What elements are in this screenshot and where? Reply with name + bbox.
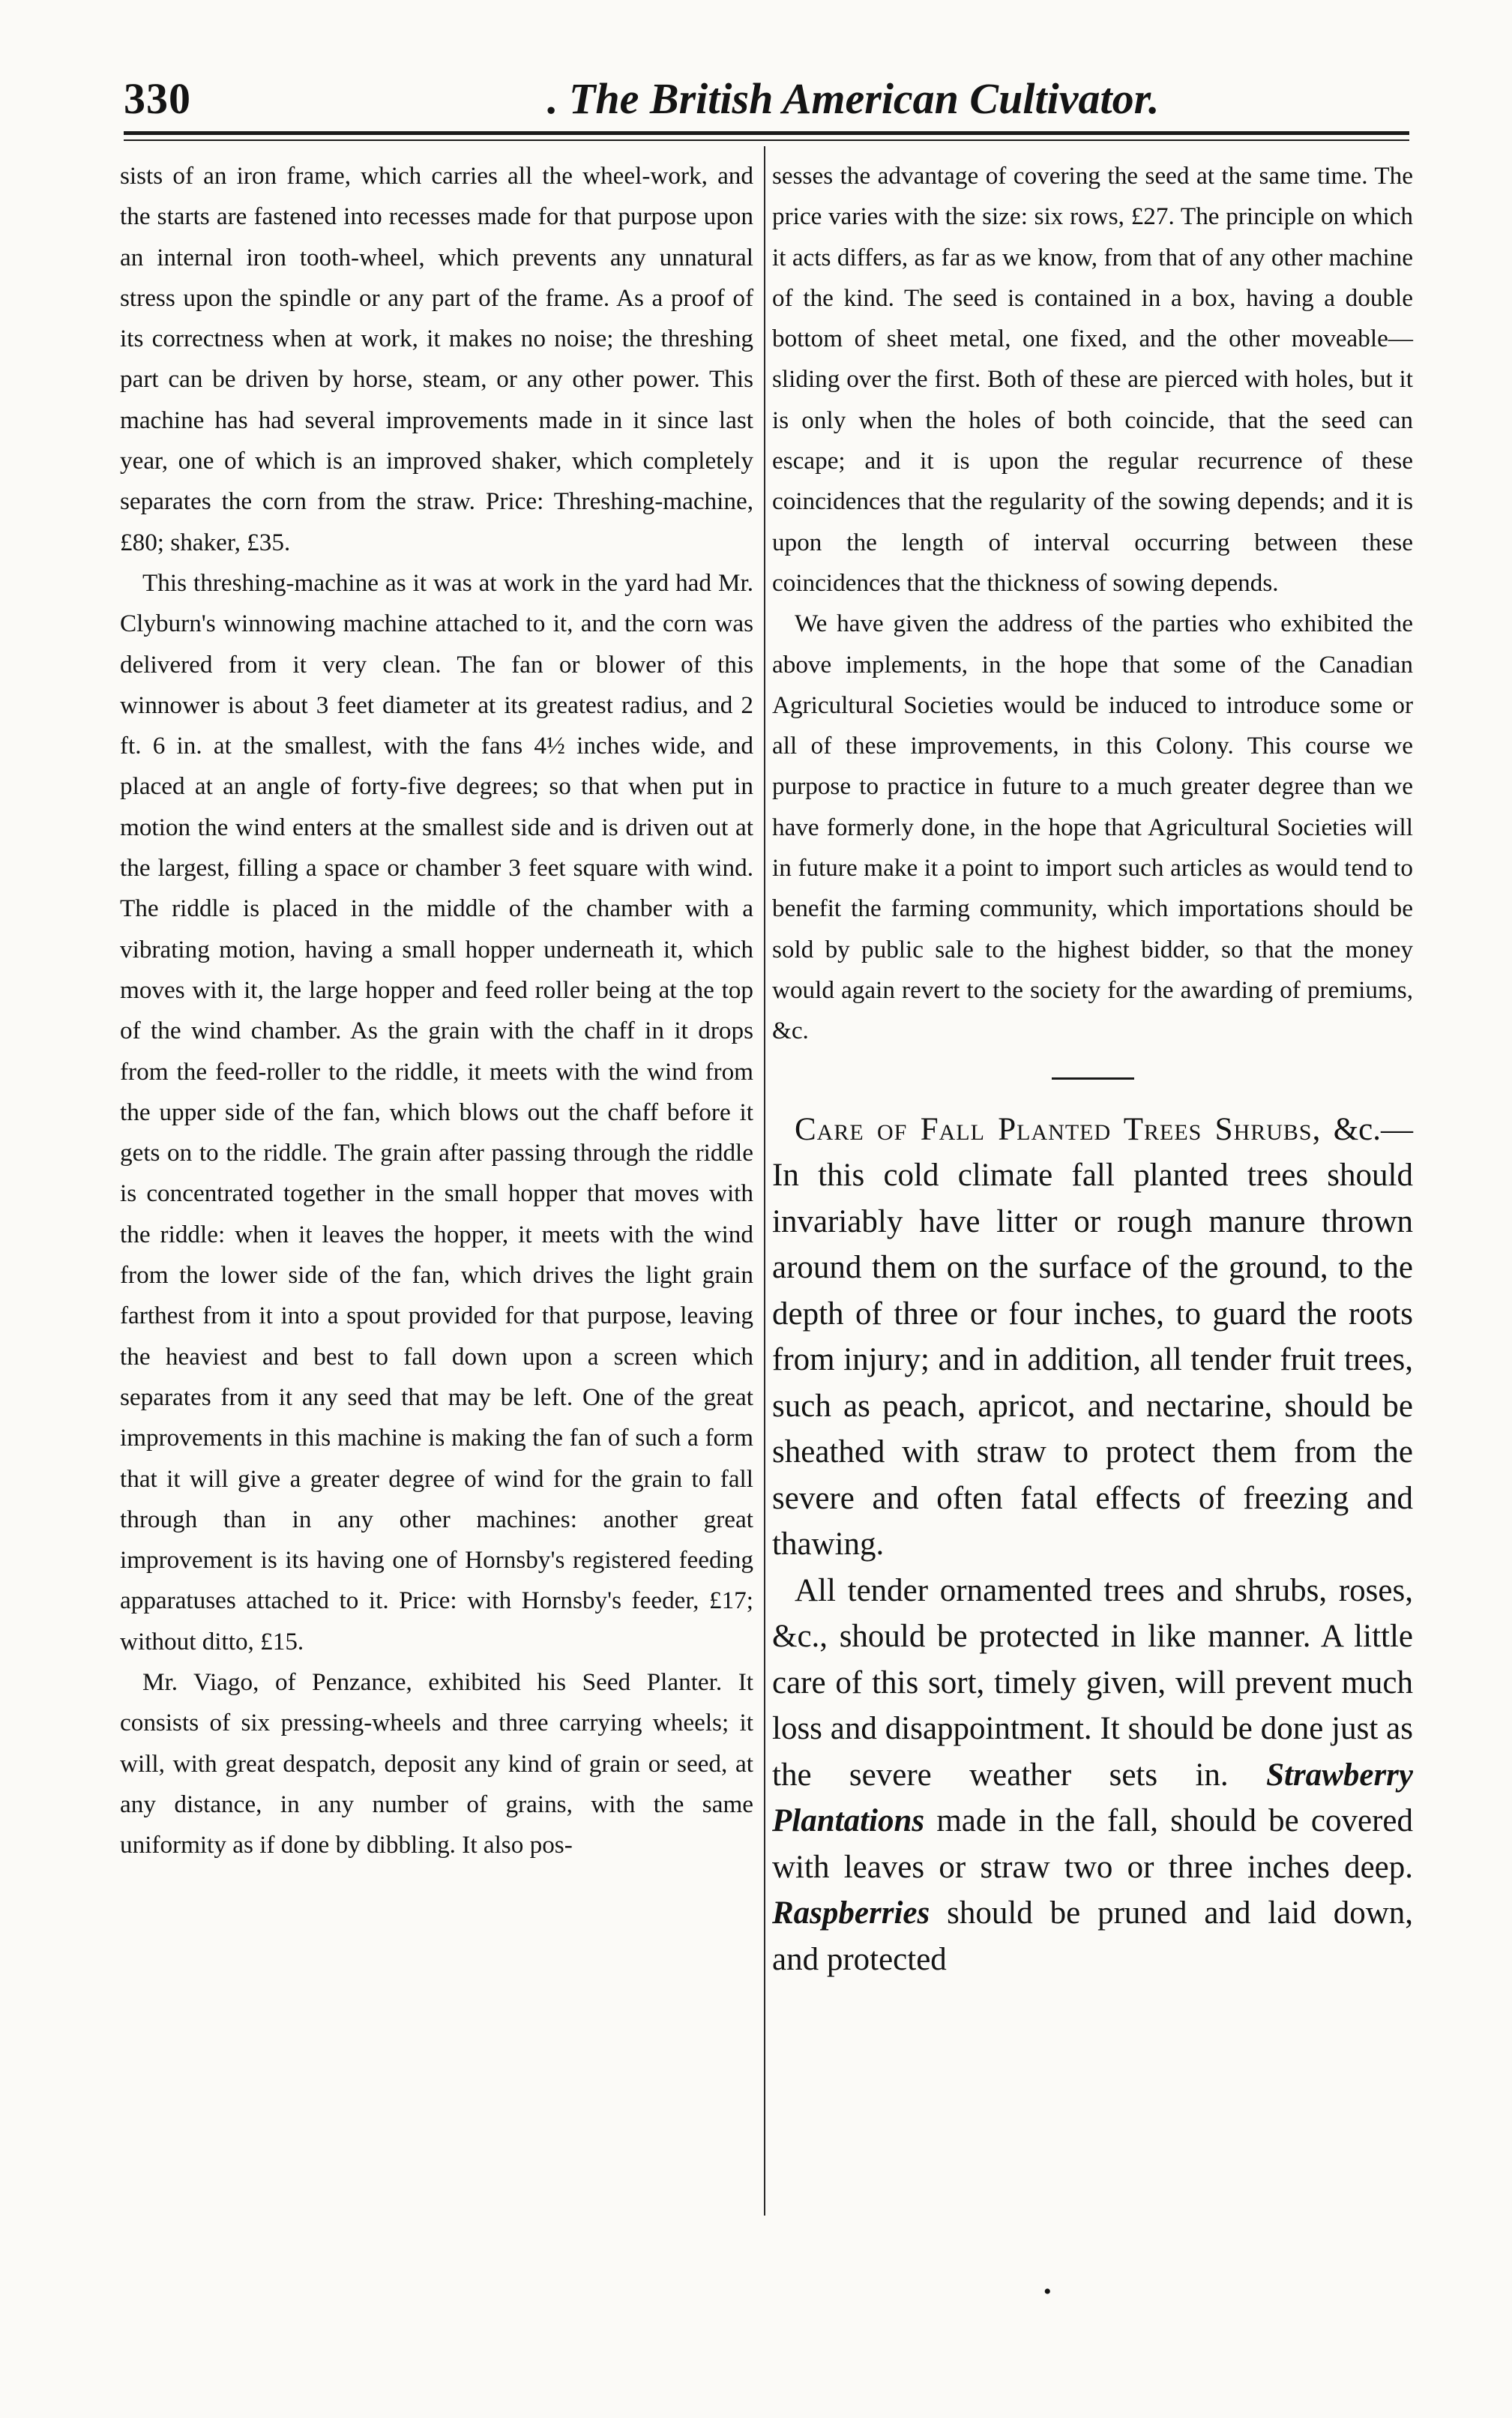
right-paragraph-1: sesses the advantage of covering the seed at the same time. The price varies with the size: six rows, £27. The principle on which it acts differs, as far as we know, from that of any other machine of the kind. The seed is contained in a box, having a double bottom of sheet metal, one fixed, and the other moveable—sliding over the first. Both of these are pierced with holes, but it is only when the holes of both coincide, that the seed can escape; and it is upon the regular recurrence of these coincidences that the regularity of the sowing depends; and it is upon the length of interval occurring between these coincidences that the thickness of sowing depends.	[772, 162, 1413, 597]
strawberry-plantations-term: Strawberry Plantations	[772, 1757, 1413, 1839]
article-paragraph-2-part-b: made in the fall, should be covered with leaves or straw two or three inches deep.	[772, 1803, 1413, 1885]
left-paragraph-2: This threshing-machine as it was at work in the yard had Mr. Clyburn's winnowing machine attached to it, and the corn was delivered from it very clean. The fan or blower of this winnower is about 3 feet diameter at its greatest radius, and 2 ft. 6 in. at the smallest, with the fans 4½ inches wide, and placed at an angle of forty-five degrees; so that when put in motion the wind enters at the smallest side and is driven out at the largest, filling a space or chamber 3 feet square with wind. The riddle is placed in the middle of the chamber with a vibrating motion, having a small hopper underneath it, which moves with it, the large hopper and feed roller being at the top of the wind chamber. As the grain with the chaff in it drops from the feed-roller to the riddle, it meets with the wind from the upper side of the fan, which blows out the chaff before it gets on to the riddle. The grain after passing through the riddle is concentrated together in the small hopper that moves with the riddle: when it leaves the hopper, it meets with the wind from the lower side of the fan, which drives the light grain farthest from it into a spout provided for that purpose, leaving the heaviest and best to fall down upon a screen which separates from it any seed that may be left. One of the great improvements in this machine is making the fan of such a form that it will give a greater degree of wind for the grain to fall through than in any other machines: another great improvement is its having one of Hornsby's registered feeding apparatuses attached to it. Price: with Hornsby's feeder, £17; without ditto, £15.	[120, 568, 753, 1655]
left-paragraph-3: Mr. Viago, of Penzance, exhibited his Seed Planter. It consists of six pressing-wheels and three carrying wheels; it will, with great despatch, deposit any kind of grain or seed, at any distance, in any number of grains, with the same uniformity as if done by dibbling. It also pos-	[120, 1667, 753, 1859]
article-paragraph-2-part-a: All tender ornamented trees and shrubs, roses, &c., should be protected in like manner. A little care of this sort, timely given, will prevent much loss and disappointment. It should be done just as the severe weather sets in.	[772, 1572, 1413, 1793]
right-paragraph-2: We have given the address of the parties who exhibited the above implements, in the hope that some of the Canadian Agricultural Societies would be induced to introduce some or all of these improvements, in this Colony. This course we purpose to practice in future to a much greater degree than we have formerly done, in the hope that Agricultural Societies will in future make it a point to import such articles as would tend to benefit the farming community, which importations should be sold by public sale to the highest bidder, so that the money would again revert to the society for the awarding of premiums, &c.	[772, 610, 1413, 1045]
right-column	[772, 156, 1413, 1982]
left-paragraph-1: sists of an iron frame, which carries all the wheel-work, and the starts are fastened into recesses made for that purpose upon an internal iron tooth-wheel, which prevents any unnatural stress upon the spindle or any part of the frame. As a proof of its correctness when at work, it makes no noise; the threshing part can be driven by horse, steam, or any other power. This machine has had several improvements made in it since last year, one of which is an improved shaker, which completely separates the corn from the straw. Price: Threshing-machine, £80; shaker, £35.	[120, 162, 753, 556]
page-mark-dot: •	[1043, 2279, 1052, 2304]
running-title: . The British American Cultivator.	[547, 74, 1160, 123]
article-paragraph-2	[772, 1568, 1413, 1983]
page-header	[124, 73, 1409, 126]
header-rule-thick	[124, 131, 1409, 135]
article-paragraph-2-part-c: should be pruned and laid down, and protected	[772, 1895, 1413, 1977]
raspberries-term: Raspberries	[772, 1895, 930, 1931]
article-paragraph-1: &c.—In this cold climate fall planted trees should invariably have litter or rough manure thrown around them on the surface of the ground, to the depth of three or four inches, to guard the roots from injury; and in addition, all tender fruit trees, such as peach, apricot, and nectarine, should be sheathed with straw to protect them from the severe and often fatal effects of freezing and thawing.	[772, 1111, 1413, 1563]
article-title: Care of Fall Planted Trees Shrubs,	[795, 1111, 1322, 1147]
column-divider	[764, 146, 765, 2216]
section-separator	[1052, 1077, 1134, 1080]
page-number: 330	[124, 74, 191, 123]
article-heading-paragraph	[772, 1107, 1413, 1568]
left-column	[120, 156, 753, 1865]
header-rule-thin	[124, 139, 1409, 141]
